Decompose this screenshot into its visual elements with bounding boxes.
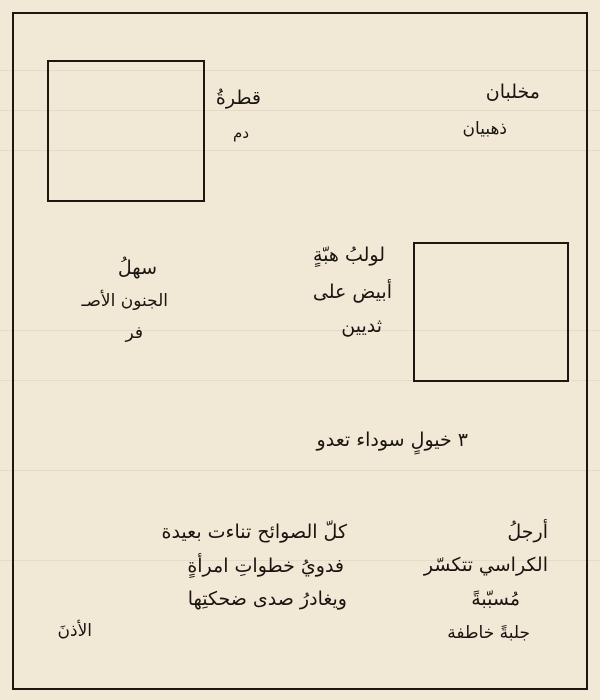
bottom-right-line-1: أرجلُ: [507, 521, 548, 543]
top-right-line-1: مخلبان: [485, 81, 540, 103]
center-line: ٣ خيولٍ سوداء تعدو: [316, 429, 468, 451]
show-through-line: [0, 470, 600, 471]
bottom-right-line-3: مُسبّبةً: [471, 588, 520, 610]
bottom-right-line-4: جلبةً خاطفة: [447, 623, 530, 643]
bottom-left-line-3: ويغادرُ صدى ضحكتِها: [187, 588, 347, 610]
middle-left-line-3: فر: [125, 323, 143, 343]
bottom-left-line-2: فدويُ خطواتِ امرأةٍ: [187, 555, 344, 577]
bottom-left-line-4: الأذنَ: [57, 621, 92, 641]
top-middle-line-2: دم: [233, 124, 249, 142]
middle-left-line-2: الجنون الأصـ: [81, 291, 168, 311]
middle-right-line-3: ثديين: [341, 315, 382, 337]
bottom-left-line-1: كلّ الصوائح تناءت بعيدة: [161, 521, 347, 543]
middle-left-line-1: سهلُ: [117, 257, 157, 279]
middle-right-line-1: لولبُ هبّةٍ: [312, 244, 385, 266]
middle-right-line-2: أبيض على: [312, 281, 392, 303]
top-middle-line-1: قطرةُ: [215, 87, 261, 109]
empty-square-middle-right: [413, 242, 569, 382]
top-right-line-2: ذهبيان: [462, 119, 507, 139]
bottom-right-line-2: الكراسي تتكسّر: [423, 554, 548, 576]
empty-square-top-left: [47, 60, 205, 202]
